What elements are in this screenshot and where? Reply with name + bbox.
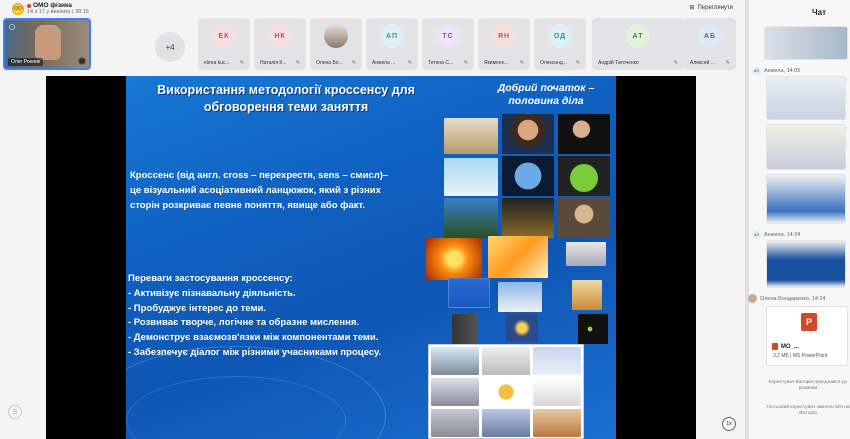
participant-name-text: Тетяна С...	[428, 60, 454, 66]
shared-screen	[46, 76, 696, 439]
participant-tile[interactable]	[684, 18, 736, 70]
participant-name-text: Андрій Таточенко	[598, 60, 639, 66]
file-meta: 3,2 МБ | MS PowerPoint	[773, 353, 828, 359]
participant-name	[260, 60, 300, 66]
mic-muted-icon: ✎	[351, 60, 356, 66]
message-author: Олена Бондаренко, 14:24	[760, 295, 826, 302]
message-author: Анжела, 14:24	[764, 231, 801, 238]
mic-muted-icon: ✎	[463, 60, 468, 66]
picture-gears	[431, 409, 479, 437]
meeting-title[interactable]	[27, 2, 89, 9]
presentation-slide	[126, 76, 616, 439]
picture-motorcycle	[431, 378, 479, 406]
participant-name	[690, 60, 730, 66]
participant-name	[204, 60, 244, 66]
participant-name-text: Олександ...	[540, 60, 567, 66]
picture-traffic-light	[452, 314, 478, 346]
picture-cat	[578, 314, 608, 344]
picture-woman	[502, 114, 554, 154]
advantages-title: Переваги застосування кроссенсу:	[128, 273, 293, 284]
picture-cyclist	[533, 378, 581, 406]
participant-name	[372, 60, 412, 66]
picture-cockroach	[444, 118, 498, 154]
panel-divider[interactable]	[745, 0, 749, 439]
avatar: АП	[752, 230, 761, 239]
picture-objects	[572, 280, 602, 310]
avatar: АБ	[698, 24, 722, 48]
advantage-item: - Забезпечує діалог між різними учасниками процесу.	[128, 346, 382, 358]
participant-tile[interactable]	[310, 18, 362, 70]
picture-apple	[558, 156, 610, 196]
view-button[interactable]	[689, 4, 733, 11]
bing-icon	[9, 24, 15, 30]
chat-message-header	[752, 230, 800, 239]
avatar: АП	[752, 66, 761, 75]
meeting-icon: ОО	[12, 3, 24, 15]
chat-video-thumbnail[interactable]	[764, 26, 848, 60]
participant-tile[interactable]	[366, 18, 418, 70]
picture-flat-earth	[444, 198, 498, 238]
file-name	[772, 343, 799, 350]
zoom-level-button[interactable]: 1x	[722, 417, 736, 431]
picture-lamp	[566, 242, 606, 266]
chat-title: Чат	[812, 8, 826, 17]
picture-scales	[502, 198, 554, 238]
advantage-item: - Розвиває творче, логічне та образне мислення.	[128, 317, 360, 329]
powerpoint-small-icon	[772, 343, 778, 350]
participant-name-text: Анжела ...	[372, 60, 396, 66]
participants-strip	[0, 18, 745, 70]
file-attachment[interactable]	[766, 306, 848, 366]
picture-man-with-phone	[558, 114, 610, 154]
grid-icon: ⊞	[689, 5, 695, 11]
mute-icon[interactable]	[78, 57, 86, 65]
chat-message-header	[748, 294, 826, 303]
mic-muted-icon: ✎	[673, 60, 678, 66]
picture-light-rays	[488, 236, 548, 278]
slide-title: Використання методології кроссенсу для обговорення теми заняття	[157, 83, 415, 114]
picture-seagulls	[444, 158, 498, 196]
meeting-info	[27, 2, 89, 16]
avatar: НК	[268, 24, 292, 48]
chat-image[interactable]	[766, 76, 846, 120]
picture-sun	[426, 238, 482, 280]
message-author: Анжела, 14:05	[764, 67, 801, 74]
participant-name-text: Олена Бо...	[316, 60, 343, 66]
participant-name	[484, 60, 524, 66]
avatar	[324, 24, 348, 48]
mic-muted-icon: ✎	[407, 60, 412, 66]
participant-tile[interactable]	[422, 18, 474, 70]
skype-icon[interactable]: S	[8, 405, 22, 419]
chat-panel	[750, 0, 850, 439]
participant-name	[428, 60, 468, 66]
avatar: ЕК	[212, 24, 236, 48]
advantage-item: - Активізує пізнавальну діяльність.	[128, 287, 296, 299]
advantage-item: - Пробуджує інтерес до теми.	[128, 302, 266, 314]
self-video-tile[interactable]	[3, 18, 91, 70]
slide-corner-caption: Добрий початок – половина діла	[497, 82, 595, 107]
advantage-item: - Демонструє взаємозв'язки між компонентами теми.	[128, 332, 379, 344]
picture-question	[482, 378, 530, 406]
avatar: ТС	[436, 24, 460, 48]
participant-name	[598, 60, 678, 66]
participant-tile[interactable]	[478, 18, 530, 70]
meeting-subtitle: 14 з 17 у виклику | 38:16	[27, 9, 89, 15]
picture-earth	[502, 156, 554, 196]
view-button-label: Переглянути	[697, 4, 733, 11]
chat-message-header	[752, 66, 800, 75]
participant-name	[316, 60, 356, 66]
participant-name-text: Алексей ...	[690, 60, 715, 66]
picture-train	[431, 347, 479, 375]
avatar: АП	[380, 24, 404, 48]
picture-airplane	[533, 347, 581, 375]
participant-name-text: Якименк...	[484, 60, 508, 66]
video-person	[35, 26, 61, 60]
avatar: АТ	[626, 24, 650, 48]
picture-dome	[498, 282, 542, 312]
picture-thermometer	[482, 347, 530, 375]
powerpoint-icon: P	[801, 313, 817, 331]
system-message: Користувач Вікторія приєднався до розмови	[768, 380, 848, 391]
participant-name-text: Наталія К...	[260, 60, 287, 66]
participant-tile[interactable]	[198, 18, 250, 70]
chat-image[interactable]	[766, 174, 846, 224]
chat-image[interactable]	[766, 124, 846, 170]
picture-spark	[506, 314, 538, 342]
file-name-text: МО_...	[781, 343, 800, 350]
picture-wood	[533, 409, 581, 437]
mic-muted-icon: ✎	[725, 60, 730, 66]
recording-dot-icon	[27, 4, 31, 8]
chat-image[interactable]	[766, 240, 846, 288]
avatar: ОД	[548, 24, 572, 48]
picture-diagram	[448, 278, 490, 308]
participant-name-text: elena kuc...	[204, 60, 230, 66]
slide-definition: Кроссенс (від англ. cross – перехрестя, sens – смисл)– це візуальний асоціативний ланцюжок, який з різних сторін розкриває певне поняття, явище або факт.	[130, 170, 389, 211]
mic-muted-icon: ✎	[239, 60, 244, 66]
picture-battery	[482, 409, 530, 437]
slide-advantages	[128, 272, 428, 361]
more-participants-button[interactable]: +4	[155, 32, 185, 62]
mic-muted-icon: ✎	[295, 60, 300, 66]
avatar: ЯН	[492, 24, 516, 48]
system-message: Гостьовий користувач змінено ім'я на Вікторія	[766, 405, 850, 416]
participant-tile[interactable]	[254, 18, 306, 70]
participant-tile[interactable]	[534, 18, 586, 70]
self-name-label: Олег Ронник	[8, 58, 43, 66]
participant-name	[540, 60, 580, 66]
picture-newton	[558, 198, 610, 238]
participant-tile[interactable]	[592, 18, 684, 70]
mic-muted-icon: ✎	[575, 60, 580, 66]
call-header	[0, 0, 745, 18]
avatar	[748, 294, 757, 303]
meeting-title-text: ОМО фізика	[33, 2, 72, 9]
mic-muted-icon: ✎	[519, 60, 524, 66]
